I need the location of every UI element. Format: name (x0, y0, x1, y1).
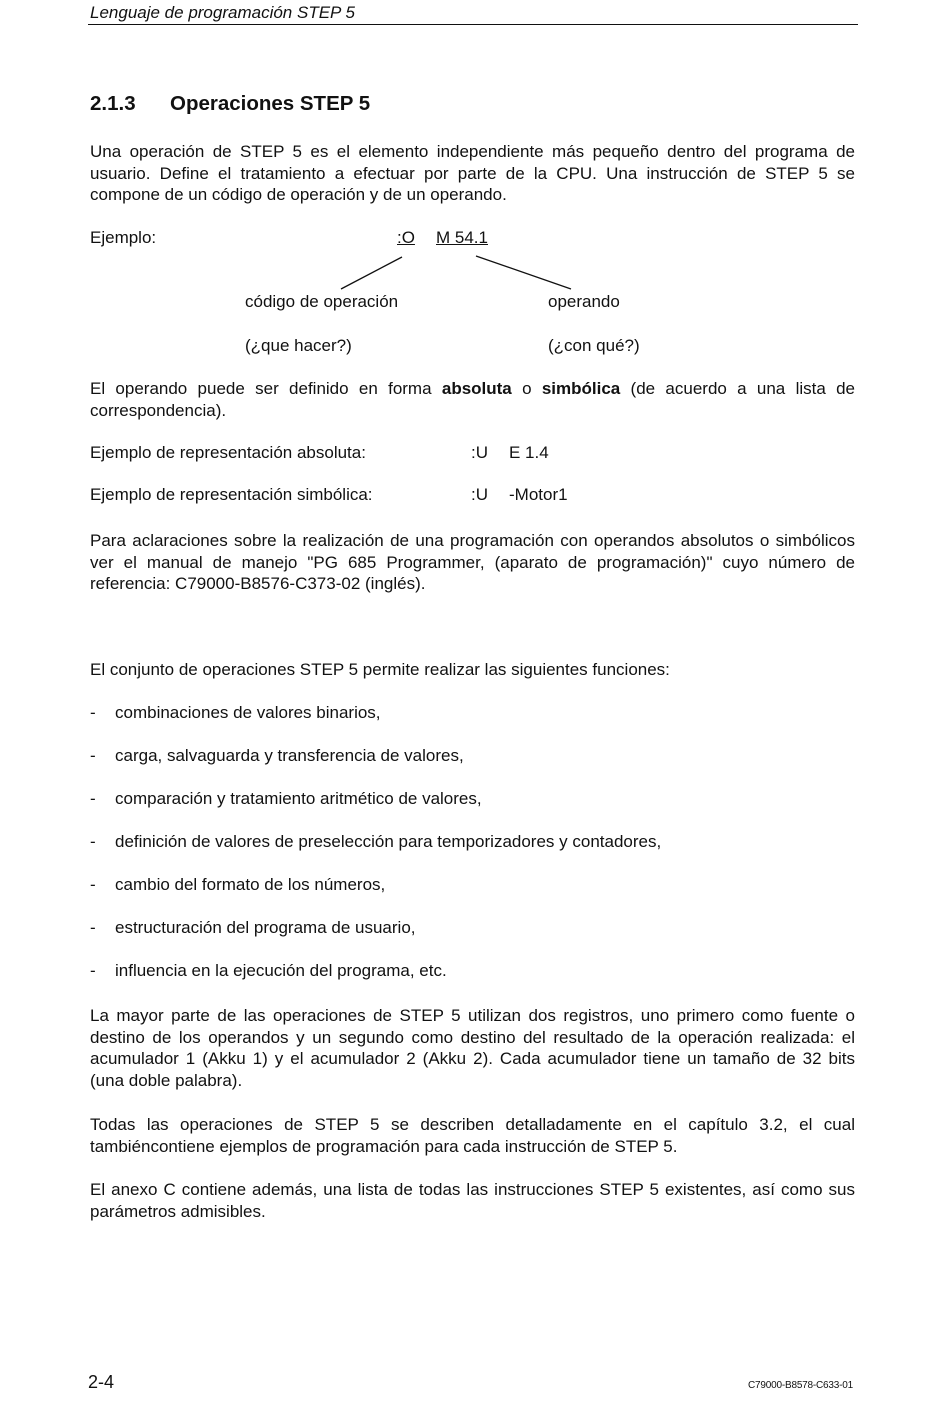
list-item (90, 703, 381, 723)
representation-absolute-label: Ejemplo de representación absoluta: (90, 443, 366, 462)
list-item (90, 789, 482, 809)
operand-caption: operando (548, 292, 620, 311)
list-dash: - (90, 875, 96, 894)
bold-absoluta: absoluta (441, 379, 512, 398)
list-item (90, 875, 385, 895)
operand-pointer-line (476, 256, 571, 289)
list-item (90, 961, 447, 981)
annex-paragraph: El anexo C contiene además, una lista de todas las instrucciones STEP 5 existentes, así como sus parámetros admisibles. (90, 1180, 855, 1221)
page-number: 2-4 (88, 1372, 115, 1392)
chapter-paragraph: Todas las operaciones de STEP 5 se describen detalladamente en el capítulo 3.2, el cual tambiéncontiene ejemplos de programación para cada instrucción de STEP 5. (90, 1115, 855, 1156)
running-header: Lenguaje de programación STEP 5 (90, 3, 355, 22)
list-item (90, 746, 464, 766)
list-item-text: cambio del formato de los números, (115, 875, 386, 894)
operand-para-text-2: o (511, 379, 542, 398)
representation-symbolic-label: Ejemplo de representación simbólica: (90, 485, 373, 504)
list-item-text: influencia en la ejecución del programa, etc. (115, 961, 447, 980)
bold-simbolica: simbólica (541, 379, 621, 398)
example-label: Ejemplo: (90, 228, 157, 247)
functions-intro: El conjunto de operaciones STEP 5 permite realizar las siguientes funciones: (90, 660, 670, 679)
section-number: 2.1.3 (90, 92, 136, 115)
section-title: Operaciones STEP 5 (170, 92, 371, 115)
opcode-pointer-line (341, 257, 402, 289)
list-item-text: comparación y tratamiento aritmético de valores, (115, 789, 482, 808)
list-dash: - (90, 961, 96, 980)
operand-para-text-1: El operando puede ser definido en forma (90, 379, 442, 398)
list-item-text: estructuración del programa de usuario, (115, 918, 416, 937)
representation-absolute-arg: E 1.4 (509, 443, 549, 462)
list-dash: - (90, 918, 96, 937)
list-item-text: combinaciones de valores binarios, (115, 703, 381, 722)
example-opcode: :O (397, 228, 415, 247)
representation-absolute-op: :U (471, 443, 488, 462)
list-item (90, 832, 661, 852)
opcode-caption: código de operación (245, 292, 399, 311)
example-operand: M 54.1 (436, 228, 488, 247)
list-item (90, 918, 416, 938)
representation-symbolic-arg: -Motor1 (509, 485, 568, 504)
list-item-text: carga, salvaguarda y transferencia de valores, (115, 746, 464, 765)
representation-symbolic-op: :U (471, 485, 488, 504)
opcode-question: (¿que hacer?) (245, 336, 352, 355)
list-dash: - (90, 832, 96, 851)
list-dash: - (90, 703, 96, 722)
document-reference: C79000-B8578-C633-01 (748, 1380, 853, 1391)
intro-paragraph: Una operación de STEP 5 es el elemento independiente más pequeño dentro del programa de usuario. Define el tratamiento a efectuar por parte de la CPU. Una instrucción de STEP 5 se compone de un código de operación y de un operando. (90, 142, 855, 204)
operand-paragraph (90, 378, 855, 421)
list-dash: - (90, 789, 96, 808)
list-dash: - (90, 746, 96, 765)
accumulator-paragraph: La mayor parte de las operaciones de STEP 5 utilizan dos registros, uno primero como fuente o destino de los operandos y un segundo como destino del resultado de la operación realizada: el acumulador 1 (Akku 1) y el acumulador 2 (Akku 2). Cada acumulador tiene un tamaño de 32 bits (una doble palabra). (90, 1006, 855, 1090)
reference-paragraph: Para aclaraciones sobre la realización de una programación con operandos absolutos o simbólicos ver el manual de manejo "PG 685 Programmer, (aparato de programación)" cuyo número de referencia: C79000-B8576-C373-02 (inglés). (90, 531, 855, 593)
operand-question: (¿con qué?) (548, 336, 640, 355)
list-item-text: definición de valores de preselección para temporizadores y contadores, (115, 832, 662, 851)
operand-para-text-3: (de acuerdo a una lista de correspondencia). (90, 379, 856, 420)
